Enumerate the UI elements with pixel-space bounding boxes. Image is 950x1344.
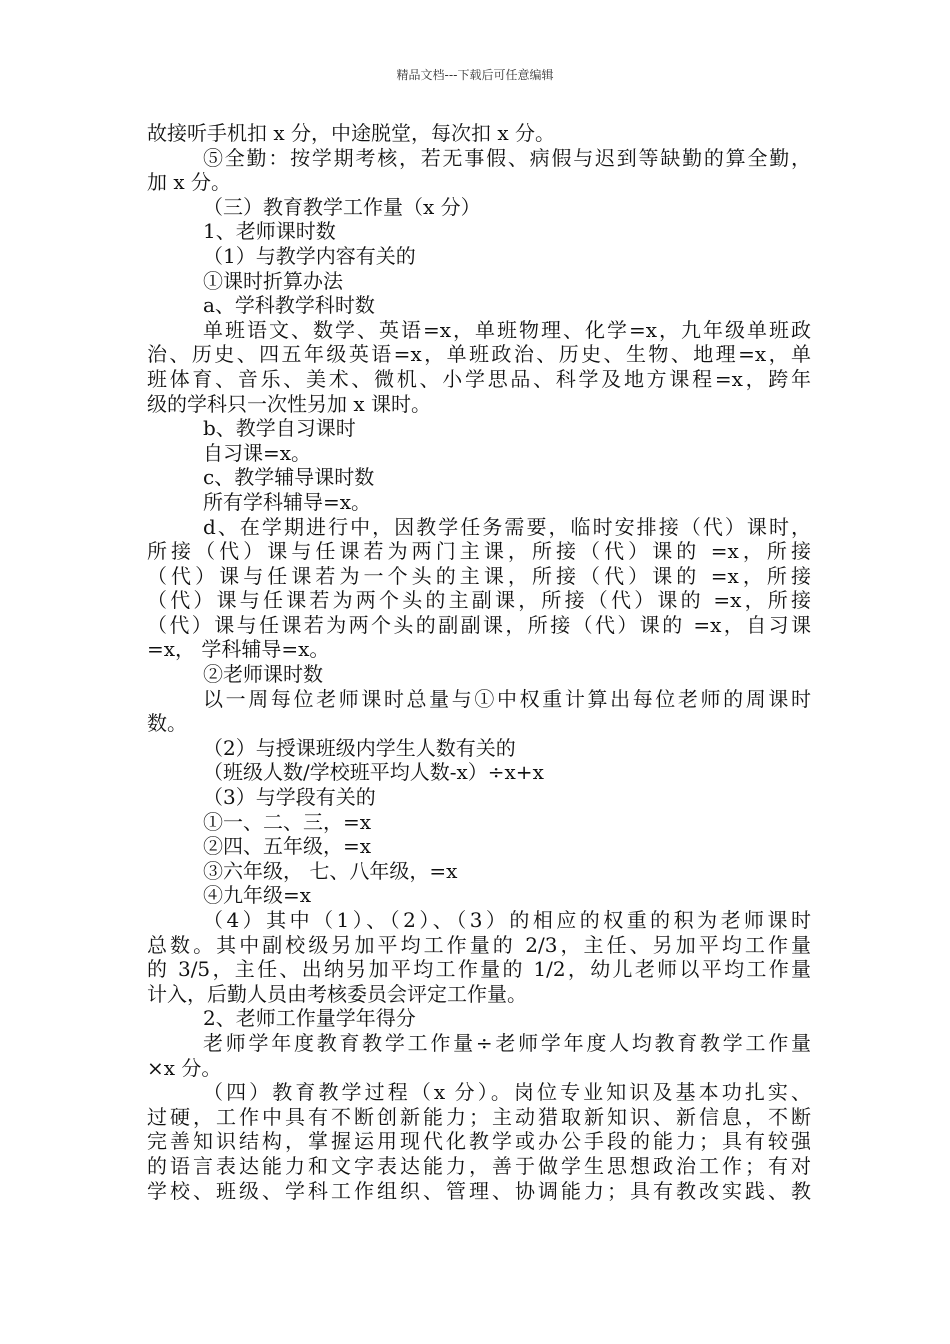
- text-line: ①一、二、三，=x: [203, 809, 372, 834]
- text-line: 老师学年度教育教学工作量÷老师学年度人均教育教学工作量: [203, 1030, 811, 1055]
- text-line: （3）与学段有关的: [203, 785, 376, 810]
- text-line: =x， 学科辅导=x。: [147, 637, 330, 662]
- text-line: a、学科教学科时数: [203, 293, 375, 318]
- text-line: （代）课与任课若为一个头的主课，所接（代）课的 =x，所接: [147, 563, 811, 588]
- text-line: 过硬，工作中具有不断创新能力；主动猎取新知识、新信息，不断: [147, 1104, 811, 1129]
- text-line: ⑤全勤：按学期考核，若无事假、病假与迟到等缺勤的算全勤，: [203, 145, 811, 170]
- text-line: 单班语文、数学、英语=x，单班物理、化学=x，九年级单班政: [203, 317, 811, 342]
- text-line: 以一周每位老师课时总量与①中权重计算出每位老师的周课时: [203, 686, 811, 711]
- text-line: 学校、班级、学科工作组织、管理、协调能力；具有教改实践、教: [147, 1178, 811, 1203]
- document-body: [147, 121, 811, 1203]
- text-line: （班级人数/学校班平均人数-x）÷x+x: [203, 760, 544, 785]
- text-line: ①课时折算办法: [203, 268, 343, 293]
- text-line: 班体育、音乐、美术、微机、小学思品、科学及地方课程=x，跨年: [147, 366, 811, 391]
- text-line: c、教学辅导课时数: [203, 465, 375, 490]
- text-line: 所接（代）课与任课若为两门主课，所接（代）课的 =x，所接: [147, 539, 811, 564]
- text-line: ③六年级， 七、八年级，=x: [203, 858, 458, 883]
- text-line: ×x 分。: [147, 1055, 222, 1080]
- text-line: （2）与授课班级内学生人数有关的: [203, 735, 516, 760]
- page-header: 精品文档---下载后可任意编辑: [396, 68, 554, 82]
- text-line: 级的学科只一次性另加 x 课时。: [147, 391, 431, 416]
- text-line: （1）与教学内容有关的: [203, 243, 416, 268]
- text-line: 1、老师课时数: [203, 219, 336, 244]
- text-line: 的语言表达能力和文字表达能力，善于做学生思想政治工作；有对: [147, 1153, 811, 1178]
- text-line: 所有学科辅导=x。: [203, 489, 372, 514]
- text-line: 的 3/5，主任、出纳另加平均工作量的 1/2，幼儿老师以平均工作量: [147, 957, 811, 982]
- text-line: 治、历史、四五年级英语=x，单班政治、历史、生物、地理=x，单: [147, 342, 811, 367]
- text-line: （代）课与任课若为两个头的副副课，所接（代）课的 =x，自习课: [147, 612, 811, 637]
- text-line: （代）课与任课若为两个头的主副课，所接（代）课的 =x，所接: [147, 588, 811, 613]
- text-line: ②四、五年级，=x: [203, 834, 372, 859]
- text-line: （三）教育教学工作量（x 分）: [203, 194, 481, 219]
- text-line: （四）教育教学过程（x 分）。岗位专业知识及基本功扎实、: [203, 1080, 811, 1105]
- text-line: 总数。其中副校级另加平均工作量的 2/3，主任、另加平均工作量: [147, 932, 811, 957]
- text-line: ④九年级=x: [203, 883, 312, 908]
- text-line: 完善知识结构，掌握运用现代化教学或办公手段的能力；具有较强: [147, 1129, 811, 1154]
- text-line: d、在学期进行中，因教学任务需要，临时安排接（代）课时，: [203, 514, 811, 539]
- text-line: 数。: [147, 711, 187, 736]
- text-line: 加 x 分。: [147, 170, 231, 195]
- text-line: 2、老师工作量学年得分: [203, 1006, 416, 1031]
- text-line: 自习课=x。: [203, 440, 312, 465]
- text-line: 计入，后勤人员由考核委员会评定工作量。: [147, 981, 527, 1006]
- text-line: b、教学自习课时: [203, 416, 356, 441]
- text-line: ②老师课时数: [203, 662, 323, 687]
- text-line: 故接听手机扣 x 分，中途脱堂，每次扣 x 分。: [147, 121, 555, 145]
- text-line: （4）其中（1）、（2）、（3）的相应的权重的积为老师课时: [203, 908, 811, 932]
